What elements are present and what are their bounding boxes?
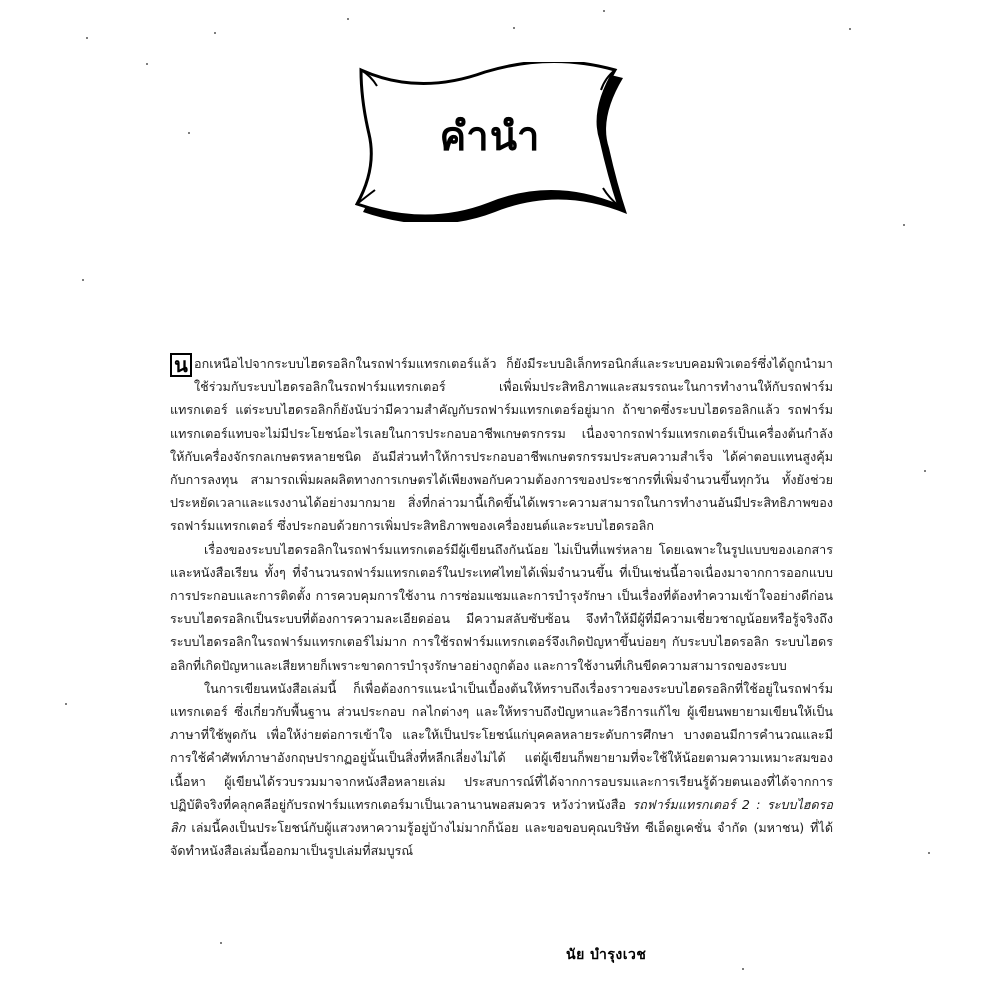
dropcap-letter: น (170, 353, 192, 377)
paragraph-1-text: อกเหนือไปจากระบบไฮดรอลิกในรถฟาร์มแทรกเตอร์แล้ว ก็ยังมีระบบอิเล็กทรอนิกส์และระบบคอมพิวเตอร์ซึ่งได้ถูกนำมาใช้ร่วมกับระบบไฮดรอลิกในรถฟาร์มแทรกเตอร์ เพื่อเพิ่มประสิทธิภาพและสมรรถนะในการทำงานให้กับรถฟาร์มแทรกเตอร์ แต่ระบบไฮดรอลิกก็ยังนับว่ามีความสำคัญกับรถฟาร์มแทรกเตอร์อยู่มาก ถ้าขาดซึ่งระบบไฮดรอลิกแล้ว รถฟาร์มแทรกเตอร์แทบจะไม่มีประโยชน์อะไรเลยในการประกอบอาชีพเกษตรกรรม เนื่องจากรถฟาร์มแทรกเตอร์เป็นเครื่องต้นกำลังให้กับเครื่องจักรกลเกษตรหลายชนิด อันมีส่วนทำให้การประกอบอาชีพเกษตรกรรมประสบความสำเร็จ ได้ค่าตอบแทนสูงคุ้มกับการลงทุน สามารถเพิ่มผลผลิตทางการเกษตรได้เพียงพอกับความต้องการของประชากรที่เพิ่มจำนวนขึ้นทุกวัน ทั้งยังช่วยประหยัดเวลาและแรงงานได้อย่างมากมาย สิ่งที่กล่าวมานี้เกิดขึ้นได้เพราะความสามารถในการทำงานอันมีประสิทธิภาพของรถฟาร์มแทรกเตอร์ ซึ่งประกอบด้วยการเพิ่มประสิทธิภาพของเครื่องยนต์และระบบไฮดรอลิก (170, 356, 833, 534)
scan-speck (86, 37, 88, 39)
paragraph-3-tail: เล่มนี้คงเป็นประโยชน์กับผู้แสวงหาความรู้อยู่บ้างไม่มากก็น้อย และขอขอบคุณบริษัท ซีเอ็ดยูเคชั่น จำกัด (มหาชน) ที่ได้จัดทำหนังสือเล่มนี้ออกมาเป็นรูปเล่มที่สมบูรณ์ (170, 820, 833, 859)
scan-speck (513, 27, 515, 29)
page-title: คำนำ (439, 114, 541, 160)
scan-speck (220, 942, 222, 944)
scan-speck (146, 63, 148, 65)
scan-speck (82, 279, 84, 281)
scan-speck (924, 470, 926, 472)
scan-speck (928, 852, 930, 854)
scan-speck (603, 10, 605, 12)
paragraph-3 (170, 677, 833, 863)
scan-speck (742, 968, 744, 970)
paragraph-2 (170, 538, 833, 677)
scan-speck (214, 32, 216, 34)
paragraph-2-text: เรื่องของระบบไฮดรอลิกในรถฟาร์มแทรกเตอร์มีผู้เขียนถึงกันน้อย ไม่เป็นที่แพร่หลาย โดยเฉพาะในรูปแบบของเอกสารและหนังสือเรียน ทั้งๆ ที่จำนวนรถฟาร์มแทรกเตอร์ในประเทศไทยได้เพิ่มจำนวนขึ้น ที่เป็นเช่นนี้อาจเนื่องมาจากการออกแบบการประกอบและการติดตั้ง การควบคุมการใช้งาน การซ่อมแซมและการบำรุงรักษา เป็นเรื่องที่ต้องทำความเข้าใจอย่างดีก่อน ระบบไฮดรอลิกเป็นระบบที่ต้องการความละเอียดอ่อน มีความสลับซับซ้อน จึงทำให้มีผู้ที่มีความเชี่ยวชาญน้อยหรือรู้จริงถึงระบบไฮดรอลิกในรถฟาร์มแทรกเตอร์ไม่มาก การใช้รถฟาร์มแทรกเตอร์จึงเกิดปัญหาขึ้นบ่อยๆ กับระบบไฮดรอลิก ระบบไฮดรอลิกที่เกิดปัญหาและเสียหายก็เพราะขาดการบำรุงรักษาอย่างถูกต้อง และการใช้งานที่เกินขีดความสามารถของระบบ (170, 541, 833, 673)
title-frame (355, 62, 630, 222)
scan-speck (849, 28, 851, 30)
scan-speck (65, 703, 67, 705)
scan-speck (903, 224, 905, 226)
book-title-reference: รถฟาร์มแทรกเตอร์ 2 : ระบบไฮดรอลิก (170, 796, 833, 836)
scan-speck (347, 18, 349, 20)
scan-speck (188, 132, 190, 134)
preface-body (170, 352, 833, 862)
author-signature: นัย บำรุงเวช (566, 947, 647, 963)
paragraph-3-text: ในการเขียนหนังสือเล่มนี้ ก็เพื่อต้องการแนะนำเป็นเบื้องต้นให้ทราบถึงเรื่องราวของระบบไฮดรอลิกที่ใช้อยู่ในรถฟาร์มแทรกเตอร์ ซึ่งเกี่ยวกับพื้นฐาน ส่วนประกอบ กลไกต่างๆ และให้ทราบถึงปัญหาและวิธีการแก้ไข ผู้เขียนพยายามเขียนให้เป็นภาษาที่ใช้พูดกัน เพื่อให้ง่ายต่อการเข้าใจ และให้เป็นประโยชน์แก่บุคคลหลายระดับการศึกษา บางตอนมีการคำนวณและมีการใช้คำศัพท์ภาษาอังกฤษปรากฏอยู่นั้นเป็นสิ่งที่หลีกเลี่ยงไม่ได้ แต่ผู้เขียนก็พยายามที่จะใช้ให้น้อยตามความเหมาะสมของเนื้อหา ผู้เขียนได้รวบรวมมาจากหนังสือหลายเล่ม ประสบการณ์ที่ได้จากการอบรมและการเรียนรู้ด้วยตนเองที่ได้จากการปฏิบัติจริงที่คลุกคลีอยู่กับรถฟาร์มแทรกเตอร์มาเป็นเวลานานพอสมควร หวังว่าหนังสือ (170, 680, 833, 812)
paragraph-1 (170, 352, 833, 538)
